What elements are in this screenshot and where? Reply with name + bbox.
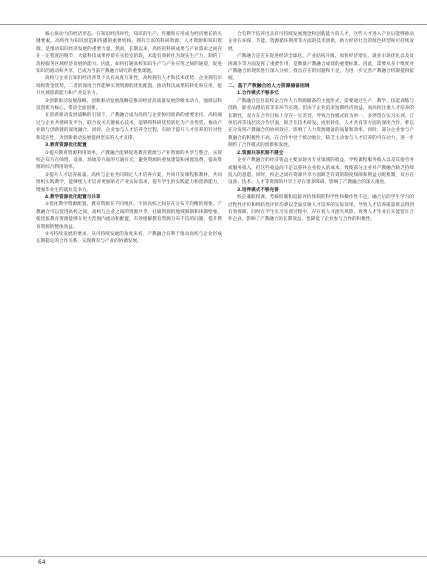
body-paragraph: 核心驱动力的经济形态。在知识经济时代，知识的生产、传播和应用成为经济增长的关键要素。高校作为知识创造和传播的重要机构，拥有丰富的科研资源、人才资源和知识资源，是推动知识经济发展的重要力量。然而，长期以来，高校的科研成果与产业需求之间存在一定程度的脱节，大量科技成果停留在实验室阶段，未能有效转化为现实生产力，制约了高校服务区域经济发展的能力。因此，如何打通高校知识生产与产业应用之间的通道，促进知识的流动和共享，已成为当前产教融合研究的重要课题。 [36,32,222,75]
body-paragraph: ②可持续发展的要求。从可持续发展的角度来看，产教融合有利于推动高校与企业形成长期稳定的合作关系，实现教育与产业的协调发展。 [36,231,222,245]
body-paragraph: 产教融合是目前校企合作人力资源储备的主流形式，需要通过生产、教学、技能训练与创新、职业品德培育等多环节实现。但由于企业追求短期经济效益，而高校注重人才培养的长期性，双方在合作目标上存在一定差异，导致合作模式较为单一，多停留在实习实训、订单培养等浅层次合作层面，缺乏在技术研发、成果转化、人才共育等方面的深度合作，难以充分发挥产教融合的协同效应，影响了人力资源储备的质量和效率。同时，部分企业参与产教融合的积极性不高，在合作中处于被动地位，缺乏主动参与人才培养的内在动力，进一步制约了合作模式的创新和发展。 [228,98,414,149]
body-paragraph: ②创新驱动发展战略。创新驱动发展战略是推动经济高质量发展的根本动力，强调以科技创新为核心，带动全面创新。 [36,98,222,112]
body-paragraph: 校企兼职授课、考核机制和追踪评价体制的科学性和操作性不足，融合后的学生学习的过程性评价和终结性评价均难以全面反映人才培养的实际效果，导致人才培养质量难以得到有效保障。同时在学生实习实训过程中，存在着人才流失风险，优秀人才毕业后未能留在合作企业，影响了产教融合的长期效益，也降低了企业参与合作的积极性。 [228,195,414,223]
header-rule [0,24,427,25]
body-paragraph: 合有利于培养出具有可持续发展理念和创新能力的人才，这些人才进入产业后能够推动企业在环保、节能、资源循环利用等方面的技术创新，助力经济社会的绿色转型和可持续发展。 [228,32,414,52]
right-column [228,31,414,541]
body-paragraph: 高校与企业在知识经济背景下具有高度互补性，高校拥有人才和技术优势，企业拥有市场和资金优势，二者的深度合作能够实现资源的优化配置，推动科技成果的转化和应用，提升区域创新能力和产业竞争力。 [36,76,222,97]
footer-rule [0,556,427,557]
body-paragraph: 企业产教融合的经济效益主要表现为专业领域的收益，学校课程服务收入以及其他劳务或服务收入，但这些收益尚不足以弥补企业投入的成本，致使部分企业对产教融合缺乏持续投入的意愿。同时，校企之间在资源共享方面缺乏有效的制度保障和利益分配机制，双方在设备、技术、人才等资源的共享上存在诸多障碍，影响了产教融合的深入推进。 [228,158,414,186]
page-number: 64 [38,559,46,566]
body-paragraph: 在创新驱动发展战略的引领下，产教融合成为高校与企业协同创新的重要途径。高校通过与企业共建研发平台、联合攻关关键核心技术，能够将科研优势转化为产业优势，推动产业链与创新链的深度融合。同时，企业参与人才培养全过程，有助于提升人才培养的针对性和适应性，为创新驱动发展提供坚实的人才支撑。 [36,113,222,141]
subsection-heading: 4.教学资源优化配置与共享 [45,194,101,200]
body-paragraph: ②提升人才培养质量。高校与企业共同制定人才培养方案，共同开发课程和教材，共同组织实践教学，能够使人才培养更加贴近产业实际需求，提升学生的实践能力和创新能力，增强毕业生的就业竞争力。 [36,172,222,193]
subsection-heading: 3.培养模式不够完善 [237,187,279,193]
subsection-heading: 1.合作模式不够多元 [237,91,279,97]
subsection-heading: 2.资源共享机制不健全 [237,150,284,156]
body-paragraph: ①优化教学资源配置。教育资源在不同地区、不同高校之间存在分布不均衡的现象。产教融合可以促进高校之间、高校与企业之间的资源共享，打破资源的地域限制和体制壁垒，使优质教育资源能够在更大范围内流动和配置，有效缓解教育资源分布不均的问题，提升教育资源的整体效益。 [36,202,222,230]
section-heading: 二、基于产教融合的人力资源储备困境 [228,83,310,89]
subsection-heading: 3.教育资源优化配置 [45,143,87,149]
body-paragraph: 产教融合是否在促进经济全球化、产业结构升级、加快经济增长、就业市场优化以及贫困减少等方面发挥了重要作用，是衡量产教融合成效的重要标准。因此，需要从多个维度对产教融合的现状进行深入分析，找出存在的问题和不足，为进一步完善产教融合机制提供依据。 [228,54,414,82]
body-paragraph: ①提升教育资源利用效率。产教融合能够促进教育资源与产业资源的共享与整合，实现校企双方在师资、设备、场地等方面的互通有无，避免资源的重复建设和闲置浪费，提高资源的综合利用效率。 [36,150,222,171]
left-column [36,31,222,541]
